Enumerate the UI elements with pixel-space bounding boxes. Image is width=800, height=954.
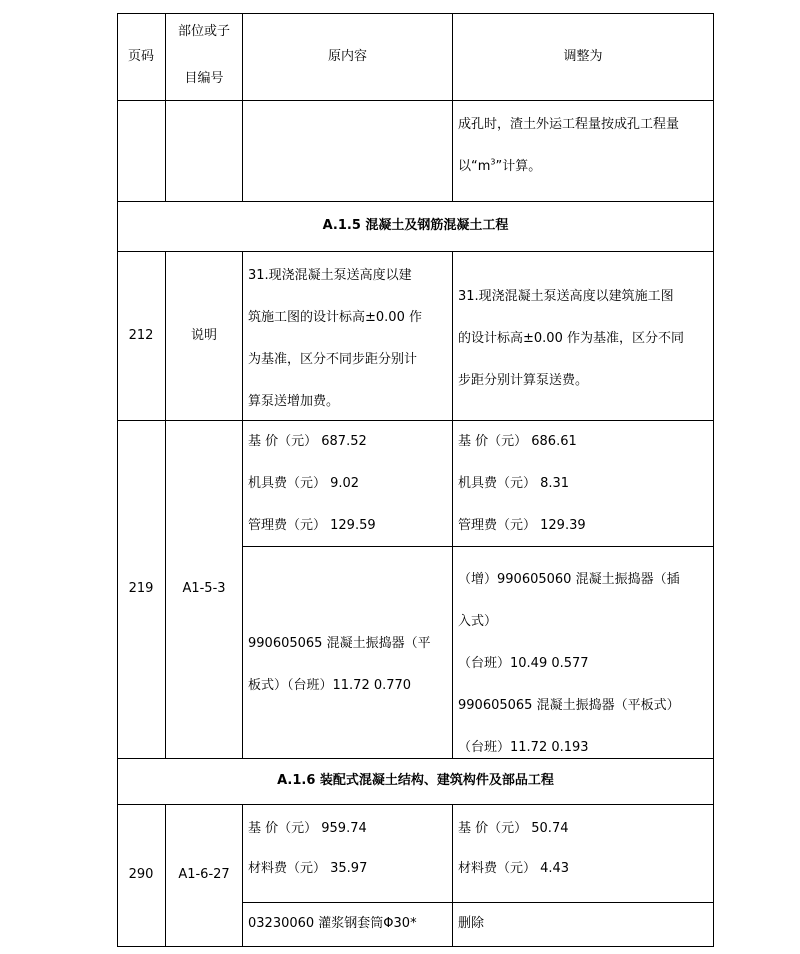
section-title-a16: A.1.6 装配式混凝土结构、建筑构件及部品工程: [277, 773, 554, 788]
row219-original-b-line: 990605065 混凝土振捣器（平: [248, 636, 431, 651]
row-line-section1: [117, 251, 714, 252]
row219-adjusted-b-line: （台班）10.49 0.577: [458, 656, 589, 671]
row-line-section2: [117, 804, 714, 805]
header-part-line2: 目编号: [184, 71, 224, 86]
row212-original-line: 筑施工图的设计标高±0.00 作: [248, 310, 422, 325]
row-line-219: [117, 758, 714, 759]
header-page: 页码: [127, 49, 154, 64]
row219-adjusted-b-line: （台班）11.72 0.193: [458, 740, 589, 755]
row212-part: 说明: [190, 328, 217, 343]
row212-original-line: 31.现浇混凝土泵送高度以建: [248, 268, 412, 283]
errata-table: [117, 13, 714, 947]
row219-adjusted-a-line: 机具费（元） 8.31: [458, 476, 570, 491]
table-border-right: [713, 13, 714, 947]
row212-original-line: 为基准，区分不同步距分别计: [248, 352, 418, 367]
col-line-3c: [452, 804, 453, 947]
row212-adjusted-line: 步距分别计算泵送费。: [458, 373, 589, 388]
col-line-3b: [452, 251, 453, 758]
row290-part: A1-6-27: [178, 867, 230, 882]
row-line-header: [117, 100, 714, 101]
row219-original-b-line: 板式）（台班）11.72 0.770: [248, 678, 412, 693]
row219-part: A1-5-3: [182, 581, 226, 596]
row219-adjusted-b-line: （增）990605060 混凝土振捣器（插: [458, 572, 680, 587]
row212-page: 212: [128, 328, 154, 343]
row290-original-a-line: 材料费（元） 35.97: [248, 861, 368, 876]
col-line-2b: [242, 251, 243, 758]
row212-adjusted-line: 31.现浇混凝土泵送高度以建筑施工图: [458, 289, 674, 304]
row219-original-a-line: 管理费（元） 129.59: [248, 518, 376, 533]
row219-adjusted-b-line: 990605065 混凝土振捣器（平板式）: [458, 698, 680, 713]
row219-adjusted-a-line: 基 价（元） 686.61: [458, 434, 577, 449]
table-border-left: [117, 13, 118, 947]
row-line-cont: [117, 201, 714, 202]
cont-adjusted-line2: 以“$m^3$”计算。: [458, 157, 542, 174]
row-line-212: [117, 420, 714, 421]
row219-adjusted-b-line: 入式）: [458, 614, 498, 629]
row219-adjusted-a-line: 管理费（元） 129.39: [458, 518, 586, 533]
row290-original-a-line: 基 价（元） 959.74: [248, 821, 367, 836]
row290-adjusted-a-line: 基 价（元） 50.74: [458, 821, 569, 836]
row219-original-a-line: 基 价（元） 687.52: [248, 434, 367, 449]
row290-adjusted-b: 删除: [458, 916, 485, 931]
row219-page: 219: [128, 581, 154, 596]
row290-adjusted-a-line: 材料费（元） 4.43: [458, 861, 570, 876]
table-border-bottom: [117, 946, 714, 947]
row290-page: 290: [128, 867, 154, 882]
col-line-2c: [242, 804, 243, 947]
row212-original-line: 算泵送增加费。: [248, 394, 340, 409]
row290-original-b: 03230060 灌浆钢套筒Φ30*: [248, 916, 417, 931]
table-border-top: [117, 13, 714, 14]
header-adjusted: 调整为: [563, 49, 603, 64]
header-original: 原内容: [327, 49, 367, 64]
cont-adjusted-line1: 成孔时，渣土外运工程量按成孔工程量: [458, 117, 680, 132]
header-part-line1: 部位或子: [177, 24, 230, 39]
row212-adjusted-line: 的设计标高±0.00 作为基准，区分不同: [458, 331, 684, 346]
section-title-a15: A.1.5 混凝土及钢筋混凝土工程: [322, 218, 509, 233]
row219-original-a-line: 机具费（元） 9.02: [248, 476, 360, 491]
